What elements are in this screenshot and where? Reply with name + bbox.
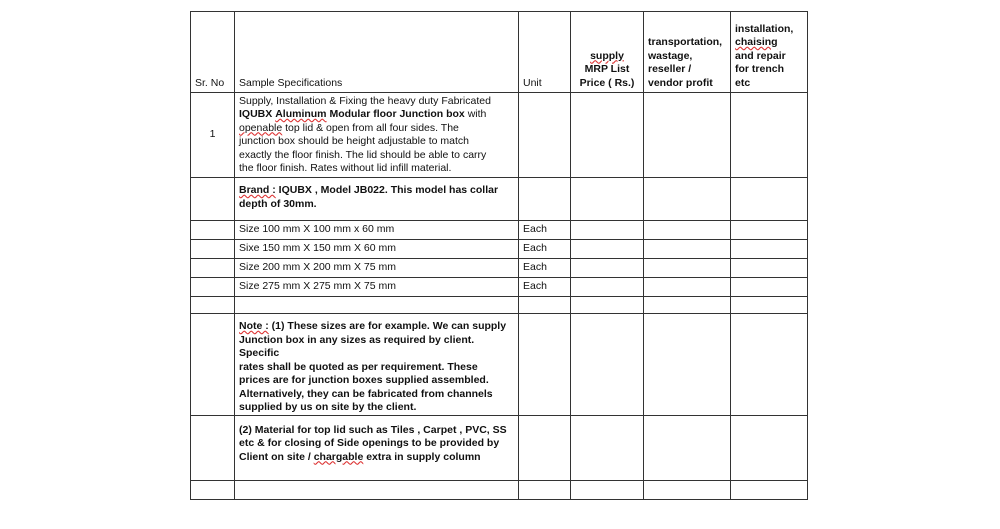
header-installation: installation, chaising and repair for trench etc [731, 12, 808, 93]
table-row-size [191, 221, 808, 240]
table-row-size [191, 240, 808, 259]
table-row-note [191, 314, 808, 416]
table-row-size [191, 259, 808, 278]
cell-spec-description: Supply, Installation & Fixing the heavy duty Fabricated IQUBX Aluminum Modular floor Junction box with openable top lid & open from all four sides. The junction box should be height adjustable to match exactly the floor finish. The lid should be able to carry the floor finish. Rates without lid infill material. [235, 93, 519, 178]
cell-size-label: Size 200 mm X 200 mm X 75 mm [235, 259, 519, 278]
header-transport: transportation, wastage, reseller / vendor profit [644, 12, 731, 93]
cell-size-unit: Each [519, 240, 571, 259]
cell-size-unit: Each [519, 259, 571, 278]
cell-note2: (2) Material for top lid such as Tiles , Carpet , PVC, SS etc & for closing of Side openings to be provided by Client on site / chargable extra in supply column [235, 415, 519, 480]
header-supply: supply MRP List Price ( Rs.) [571, 12, 644, 93]
cell-size-label: Size 100 mm X 100 mm x 60 mm [235, 221, 519, 240]
header-unit: Unit [519, 12, 571, 93]
cell-size-unit: Each [519, 221, 571, 240]
table-row-note2 [191, 415, 808, 480]
cell-note: Note : (1) These sizes are for example. We can supply Junction box in any sizes as required by client. Specific rates shall be quoted as per requirement. These prices are for junction boxes supplied assembled. Alternatively, they can be fabricated from channels supplied by us on site by the client. [235, 314, 519, 416]
cell-srno: 1 [191, 93, 235, 178]
table-row-size [191, 278, 808, 297]
cell-installation [731, 93, 808, 178]
header-row [191, 12, 808, 93]
cell-transport [644, 93, 731, 178]
table-row-empty [191, 297, 808, 314]
table-row-empty [191, 480, 808, 499]
cell-size-unit: Each [519, 278, 571, 297]
cell-unit [519, 93, 571, 178]
header-srno: Sr. No [191, 12, 235, 93]
header-spec: Sample Specifications [235, 12, 519, 93]
table-row-spec [191, 93, 808, 178]
cell-size-label: Sixe 150 mm X 150 mm X 60 mm [235, 240, 519, 259]
table-row-brand [191, 178, 808, 221]
cell-brand: Brand : IQUBX , Model JB022. This model has collar depth of 30mm. [235, 178, 519, 221]
cell-supply [571, 93, 644, 178]
cell-size-label: Size 275 mm X 275 mm X 75 mm [235, 278, 519, 297]
pricing-table [190, 11, 808, 500]
